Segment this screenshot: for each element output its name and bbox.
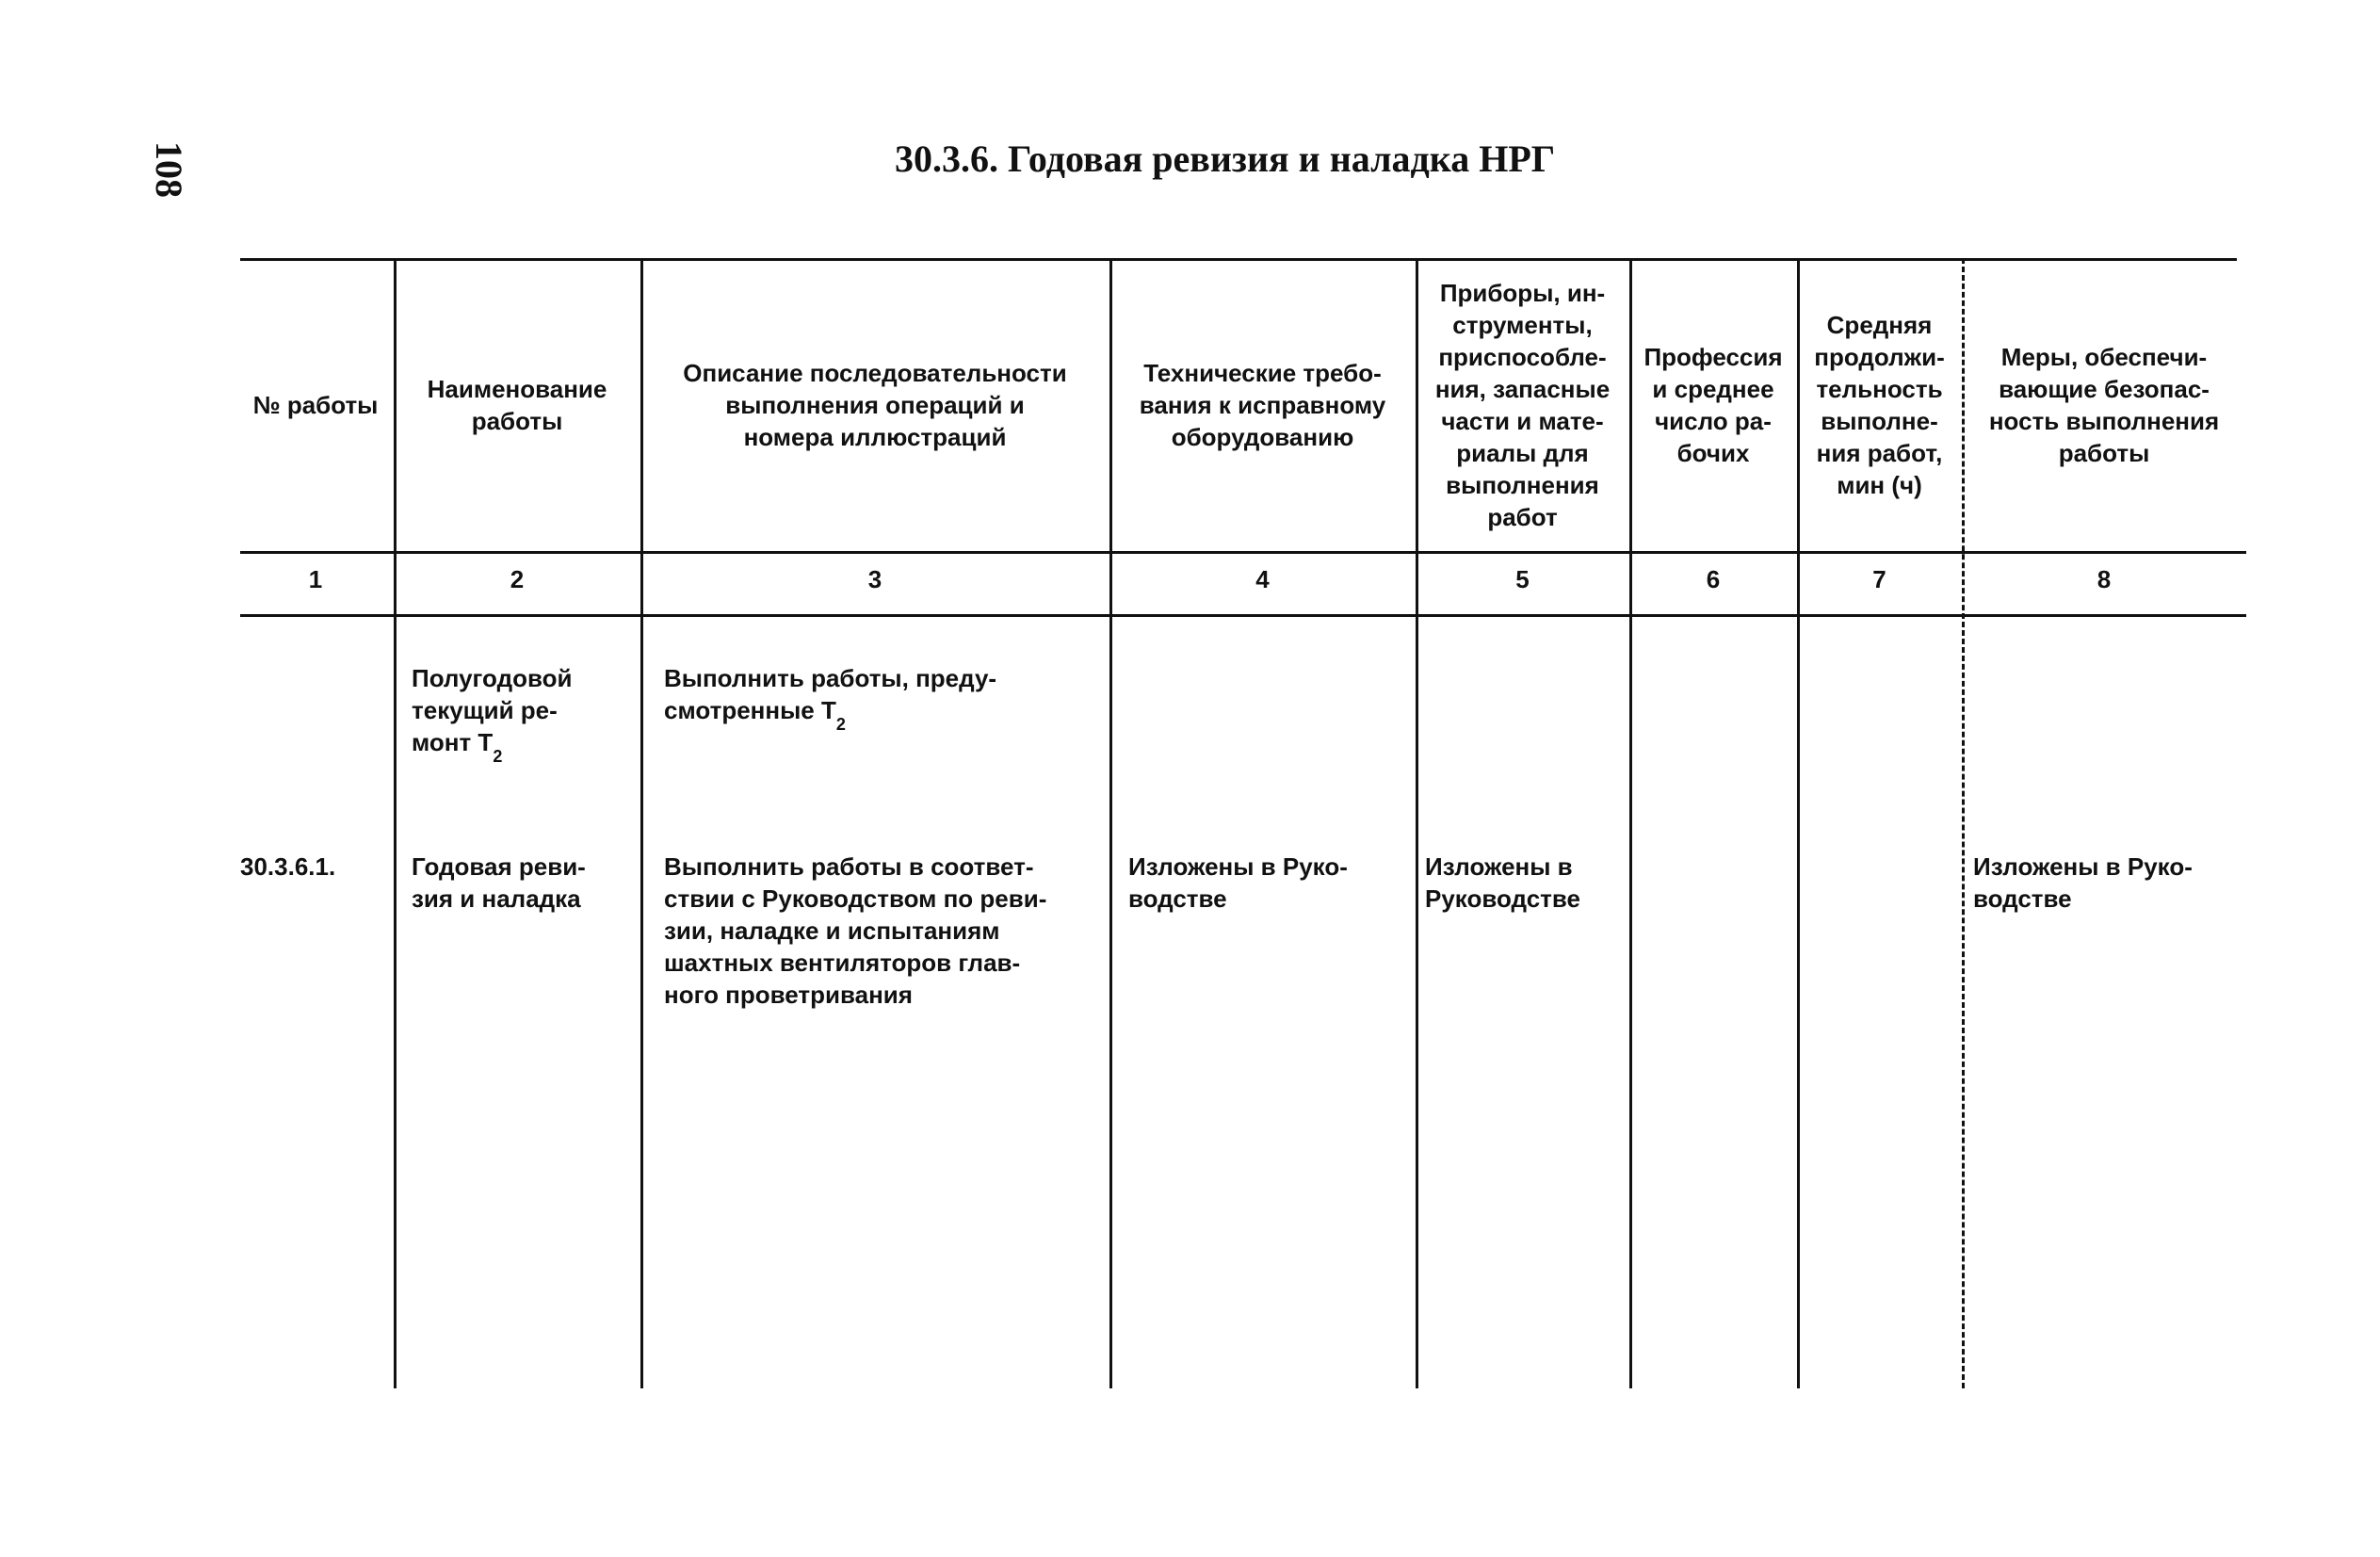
section-title: 30.3.6. Годовая ревизия и наладка НРГ: [895, 138, 1556, 180]
column-number: 4: [1255, 565, 1270, 593]
column-number: 8: [2097, 565, 2112, 593]
row-tech-requirements-cell: Изложены в Руко- водстве: [1128, 852, 1348, 913]
column-number: 2: [510, 565, 525, 593]
column-number: 5: [1515, 565, 1530, 593]
row-number-cell: 30.3.6.1.: [240, 852, 336, 881]
page-number: 108: [148, 141, 191, 198]
header-cell-3: Описание последовательности выполнения операций и номера иллюстраций: [683, 359, 1067, 451]
table-top-rule: [240, 258, 2237, 261]
header-cell-6: Профессия и среднее число ра- бочих: [1643, 343, 1783, 467]
column-number: 6: [1706, 565, 1721, 593]
header-cell-2: Наименование работы: [427, 375, 607, 435]
column-divider-dashed: [1962, 258, 1965, 1388]
header-bottom-rule: [240, 551, 2246, 554]
row-safety-cell: Изложены в Руко- водстве: [1973, 852, 2193, 913]
column-number: 3: [867, 565, 882, 593]
numbers-bottom-rule: [240, 614, 2246, 617]
header-cell-8: Меры, обеспечи- вающие безопас- ность выполнения работы: [1988, 343, 2220, 467]
column-number: 7: [1872, 565, 1886, 593]
row-description-cell: Выполнить работы в соответ- ствии с Руководством по реви- зии, наладке и испытаниям шахтных вентиляторов глав- ного проветривания: [664, 852, 1047, 1009]
header-cell-7: Средняя продолжи- тельность выполне- ния работ, мин (ч): [1814, 311, 1945, 499]
row-tools-cell: Изложены в Руководстве: [1425, 852, 1580, 913]
row-name-cell: Полугодовой текущий ре- монт $Т_2$: [412, 664, 573, 766]
row-description-cell: Выполнить работы, преду- смотренные $Т_2$: [664, 664, 997, 734]
row-name-cell: Годовая реви- зия и наладка: [412, 852, 586, 913]
column-number: 1: [308, 565, 323, 593]
header-cell-5: Приборы, ин- струменты, приспособле- ния, запасные части и мате- риалы для выполнения работ: [1434, 279, 1611, 531]
header-cell-4: Технические требо- вания к исправному оборудованию: [1139, 359, 1386, 451]
header-cell-1: № работы: [252, 391, 379, 419]
